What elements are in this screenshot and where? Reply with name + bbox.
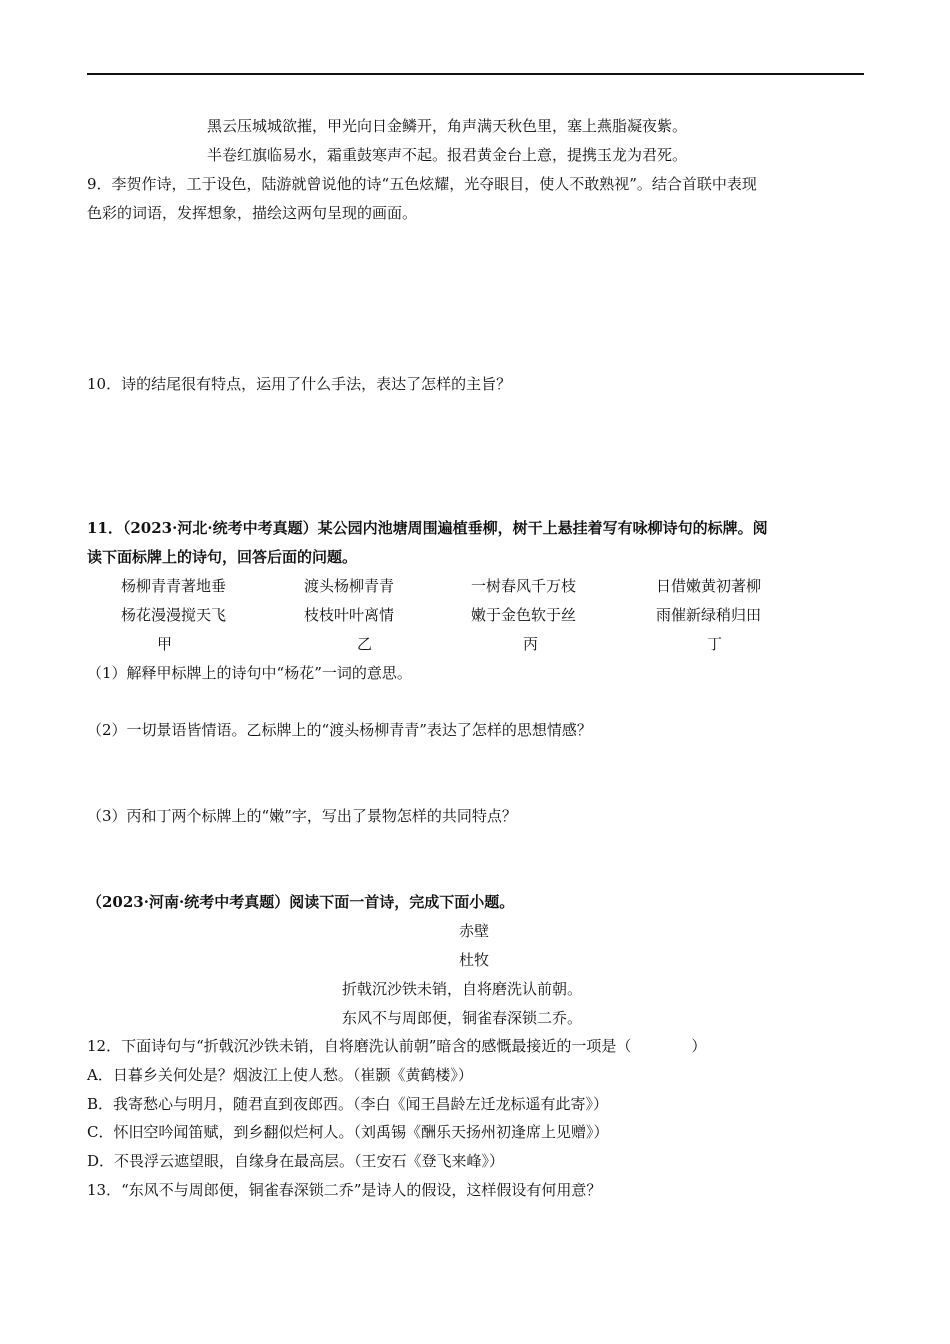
poem1-line1: 黑云压城城欲摧，甲光向日金鳞开，角声满天秋色里，塞上燕脂凝夜紫。 [207,117,688,135]
q11-intro-line2: 读下面标牌上的诗句，回答后面的问题。 [87,548,358,566]
sign-yi-line2: 枝枝叶叶离情 [304,606,395,624]
q11-intro-line1: 11．（2023·河北·统考中考真题）某公园内池塘周围遍植垂柳，树干上悬挂着写有咏柳诗句的标牌。阅 [87,519,768,537]
sign-bing-label: 丙 [523,635,539,653]
q12-option-b: B．我寄愁心与明月，随君直到夜郎西。（李白《闻王昌龄左迁龙标遥有此寄》） [87,1095,609,1113]
poem1-line2: 半卷红旗临易水，霜重鼓寒声不起。报君黄金台上意，提携玉龙为君死。 [207,146,688,164]
poem2-line2: 东风不与周郎便，铜雀春深锁二乔。 [342,1009,583,1027]
sign-bing-line1: 一树春风千万枝 [471,577,577,595]
sign-ding-line1: 日借嫩黄初著柳 [656,577,762,595]
sign-yi-line1: 渡头杨柳青青 [304,577,395,595]
q12-stem: 12．下面诗句与“折戟沉沙铁未销，自将磨洗认前朝”暗含的感慨最接近的一项是（ ） [87,1037,707,1055]
q11-sub1: （1）解释甲标牌上的诗句中“杨花”一词的意思。 [87,664,412,682]
sign-jia-label: 甲 [157,635,173,653]
q11-sub2: （2）一切景语皆情语。乙标牌上的“渡头杨柳青青”表达了怎样的思想情感？ [87,721,592,739]
q10-text: 10．诗的结尾很有特点，运用了什么手法，表达了怎样的主旨？ [87,375,512,393]
sign-jia-line1: 杨柳青青著地垂 [121,577,227,595]
sign-ding-label: 丁 [707,635,723,653]
header-rule [87,73,864,75]
q9-text-line1: 9．李贺作诗，工于设色，陆游就曾说他的诗“五色炫耀，光夺眼目，使人不敢熟视”。结合首联中表现 [87,175,757,193]
q11-sub3: （3）丙和丁两个标牌上的“嫩”字，写出了景物怎样的共同特点？ [87,807,517,825]
sign-jia-line2: 杨花漫漫搅天飞 [121,606,227,624]
q12-option-c: C．怀旧空吟闻笛赋，到乡翻似烂柯人。（刘禹锡《酬乐天扬州初逢席上见赠》） [87,1123,609,1141]
sign-ding-line2: 雨催新绿稍归田 [656,606,762,624]
q9-text-line2: 色彩的词语，发挥想象，描绘这两句呈现的画面。 [87,204,418,222]
sign-bing-line2: 嫩于金色软于丝 [471,606,577,624]
poem2-author: 杜牧 [459,951,490,969]
poem2-line1: 折戟沉沙铁未销，自将磨洗认前朝。 [342,980,583,998]
q12-option-d: D．不畏浮云遮望眼，自缘身在最高层。（王安石《登飞来峰》） [87,1152,505,1170]
sign-yi-label: 乙 [357,635,373,653]
section2-intro: （2023·河南·统考中考真题）阅读下面一首诗，完成下面小题。 [87,893,515,911]
q13-text: 13．“东风不与周郎便，铜雀春深锁二乔”是诗人的假设，这样假设有何用意？ [87,1181,602,1199]
q12-option-a: A．日暮乡关何处是？烟波江上使人愁。（崔颢《黄鹤楼》） [87,1066,473,1084]
poem2-title: 赤壁 [459,922,490,940]
